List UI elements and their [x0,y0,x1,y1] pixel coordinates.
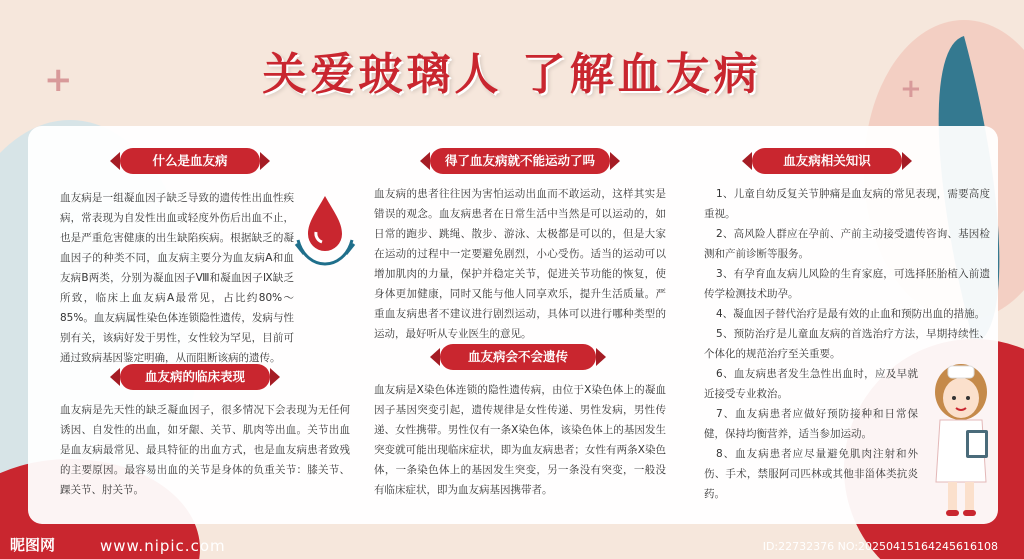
content-panel [28,126,998,524]
section-heading-knowledge: 血友病相关知识 [752,148,902,174]
plus-icon: + [900,74,922,104]
watermark-url: www.nipic.com [100,537,226,555]
page-title: 关爱玻璃人 了解血友病 [262,49,762,100]
section-text-what: 血友病是一组凝血因子缺乏导致的遗传性出血性疾病，常表现为自发性出血或轻度外伤后出血不止，也是严重危害健康的出生缺陷疾病。根据缺乏的凝血因子的种类不同，血友病主要分为血友病A和血友病B两类，分别为凝血因子Ⅷ和凝血因子Ⅸ缺乏所致，临床上血友病A最常见，占比约80%～85%。血友病属性染色体连锁隐性遗传，发病与性别有关，该病好发于男性，女性较为罕见，目前可通过致病基因鉴定明确，从而阻断该病的遗传。 [60,192,294,364]
section-heading-exercise: 得了血友病就不能运动了吗 [430,148,610,174]
list-item: 8、血友病患者应尽量避免肌肉注射和外伤、手术，禁服阿司匹林或其他非甾体类抗炎药。 [704,448,918,500]
list-item: 4、凝血因子替代治疗是最有效的止血和预防出血的措施。 [716,308,986,320]
list-item: 7、血友病患者应做好预防接种和日常保健，保持均衡营养，适当参加运动。 [704,408,918,440]
section-heading-clinical: 血友病的临床表现 [120,364,270,390]
plus-icon: + [44,60,73,100]
blood-drop-hands-icon [294,192,356,270]
list-item: 1、儿童自幼反复关节肿痛是血友病的常见表现，需要高度重视。 [704,188,990,220]
section-heading-what: 什么是血友病 [120,148,260,174]
watermark-logo: 昵图网 [10,536,56,554]
section-text-exercise: 血友病的患者往往因为害怕运动出血而不敢运动，这样其实是错误的观念。血友病患者在日常生活中当然是可以运动的，如日常的跑步、跳绳、散步、游泳、太极都是可以的，但是大家在运动的过程中一定要避免剧烈，小心受伤。适当的运动可以增加肌肉的力量，保护并稳定关节，促进关节功能的恢复，使身体更加健康，同时又能与他人同享欢乐，提升生活质量。严重血友病患者不建议进行剧烈运动，具体可以进行哪种类型的运动，最好听从专业医生的意见。 [374,188,666,340]
list-item: 6、血友病患者发生急性出血时，应及早就近接受专业救治。 [704,368,918,400]
section-text-heredity: 血友病是X染色体连锁的隐性遗传病，由位于X染色体上的凝血因子基因突变引起，遗传规律是女性传递、男性发病，男性传递、女性携带。男性仅有一条X染色体，该染色体上的基因发生突变就可能出现临床症状，即为血友病患者；女性有两条X染色体，一条染色体上的基因发生突变，另一条没有突变，一般没有临床症状，即为血友病基因携带者。 [374,384,666,496]
list-item: 3、有孕育血友病儿风险的生育家庭，可选择胚胎植入前遗传学检测技术助孕。 [704,268,990,300]
list-item: 2、高风险人群应在孕前、产前主动接受遗传咨询、基因检测和产前诊断等服务。 [704,228,990,260]
section-heading-heredity: 血友病会不会遗传 [440,344,596,370]
image-id-text: ID:22732376 NO:20250415164245616108 [762,540,998,553]
nurse-illustration [926,360,996,520]
section-text-clinical: 血友病是先天性的缺乏凝血因子，很多情况下会表现为无任何诱因、自发性的出血，如牙龈、关节、肌肉等出血。关节出血是血友病最常见、最具特征的出血方式，也是血友病患者致残的主要原因。最容易出血的关节是身体的负重关节：膝关节、踝关节、肘关节。 [60,404,350,496]
list-item: 5、预防治疗是儿童血友病的首选治疗方法，早期持续性、个体化的规范治疗至关重要。 [704,328,990,360]
